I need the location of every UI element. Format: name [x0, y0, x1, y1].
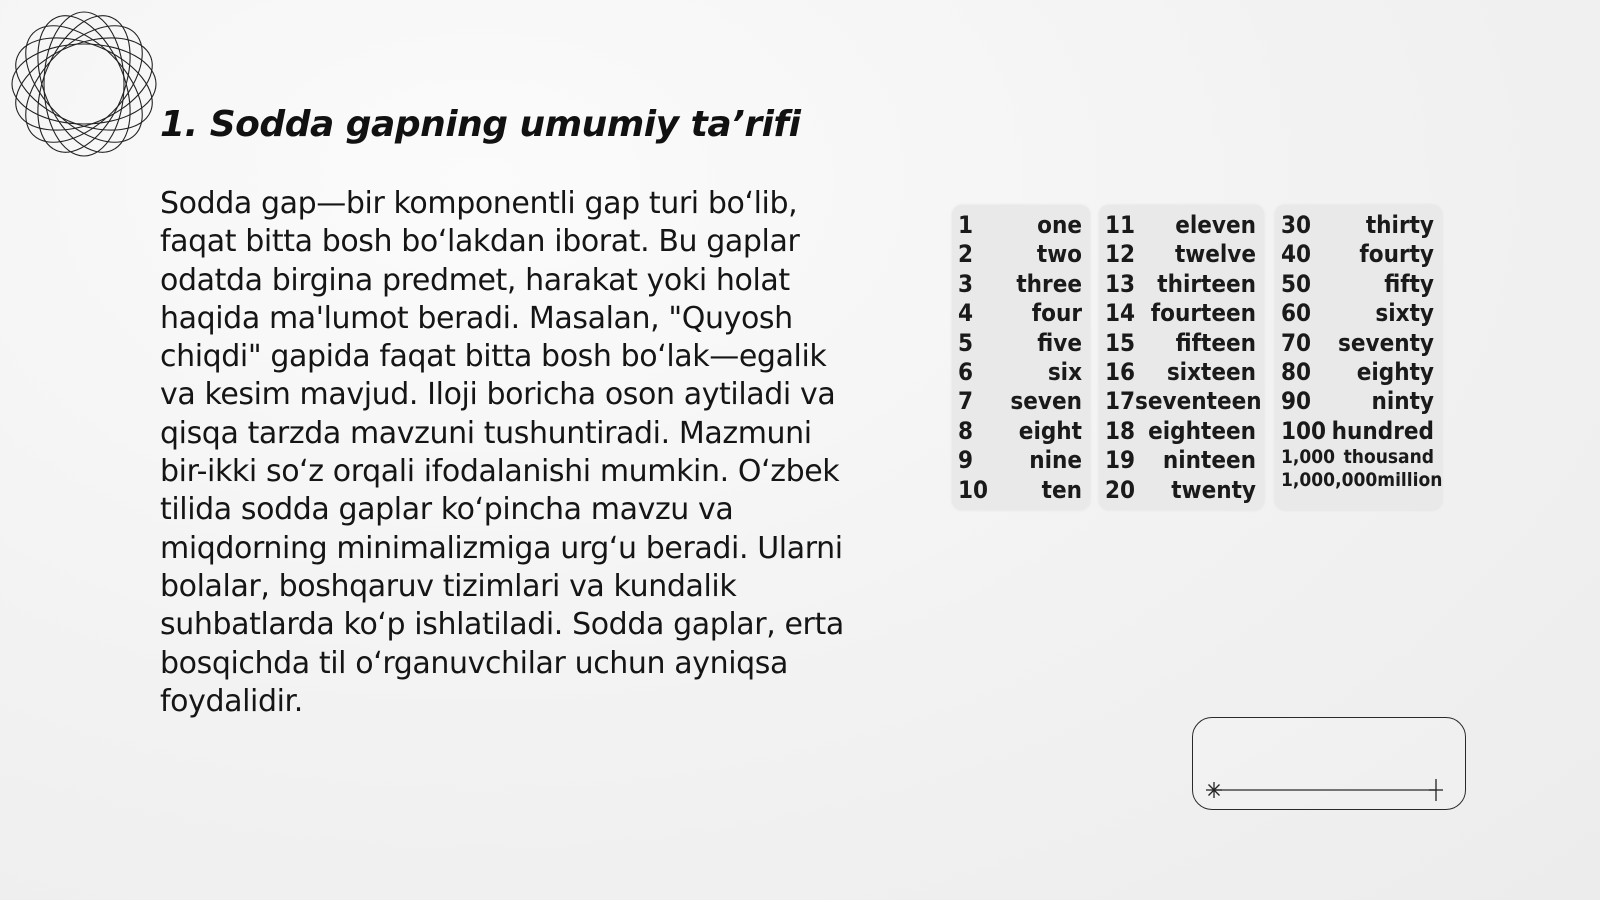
numeral: 19 — [1105, 446, 1136, 475]
numeral: 7 — [958, 387, 974, 416]
numeral: 90 — [1281, 387, 1312, 416]
number-column-1-10 — [952, 205, 1090, 510]
number-word: sixteen — [1166, 358, 1256, 386]
number-word: seven — [1010, 387, 1082, 416]
number-row — [1105, 240, 1256, 269]
number-column-11-20 — [1099, 205, 1264, 510]
number-row — [1281, 387, 1434, 416]
numeral: 17 — [1105, 387, 1136, 416]
number-word: thirty — [1365, 211, 1434, 239]
numeral: 14 — [1105, 299, 1136, 328]
rosette-decoration-icon — [10, 10, 158, 158]
number-row — [1281, 211, 1434, 240]
numeral: 40 — [1281, 240, 1312, 269]
number-word: two — [1036, 240, 1082, 269]
numeral: 5 — [958, 328, 974, 357]
number-word: twenty — [1171, 475, 1256, 504]
number-row — [1281, 358, 1434, 387]
number-row — [1105, 270, 1256, 299]
numeral: 70 — [1281, 328, 1312, 357]
numeral: 2 — [958, 240, 974, 269]
number-row — [1281, 446, 1434, 468]
number-row — [1281, 270, 1434, 299]
number-word: five — [1037, 328, 1082, 357]
number-word: thirteen — [1157, 269, 1256, 298]
decorative-line — [1204, 778, 1454, 802]
number-word: one — [1037, 211, 1082, 239]
number-row — [1281, 329, 1434, 358]
slide-title: 1. Sodda gapning umumiy ta’rifi — [160, 104, 801, 145]
number-row — [1105, 211, 1256, 240]
number-row — [1105, 387, 1262, 416]
number-row — [1105, 329, 1256, 358]
numeral: 4 — [958, 299, 974, 328]
number-word: ten — [1041, 475, 1082, 504]
number-word: nine — [1029, 446, 1082, 475]
number-row — [1105, 299, 1256, 328]
number-word: fifty — [1384, 269, 1434, 298]
sparkle-icon — [1206, 782, 1222, 798]
numeral: 16 — [1105, 358, 1136, 386]
numeral: 1,000,000 — [1281, 469, 1378, 492]
numeral: 60 — [1281, 299, 1312, 328]
number-word: fourty — [1359, 240, 1434, 269]
number-word: three — [1016, 269, 1082, 298]
number-column-30-million — [1275, 205, 1442, 510]
number-row — [958, 446, 1082, 475]
numeral: 18 — [1105, 416, 1136, 445]
number-row — [958, 270, 1082, 299]
numeral: 100 — [1281, 416, 1327, 445]
number-row — [958, 240, 1082, 269]
number-word: six — [1047, 358, 1082, 386]
number-row — [1105, 446, 1256, 475]
numeral: 9 — [958, 446, 974, 475]
numeral: 30 — [1281, 211, 1312, 239]
number-word: eighty — [1356, 358, 1434, 386]
number-word: hundred — [1331, 416, 1434, 445]
numeral: 80 — [1281, 358, 1312, 386]
numeral: 13 — [1105, 269, 1136, 298]
number-row — [958, 417, 1082, 446]
numeral: 1 — [958, 211, 974, 239]
number-row — [1281, 417, 1434, 446]
numeral: 3 — [958, 269, 974, 298]
number-word: four — [1031, 299, 1082, 328]
number-row — [958, 358, 1082, 387]
numeral: 8 — [958, 416, 974, 445]
number-word: fourteen — [1150, 299, 1256, 328]
numeral: 12 — [1105, 240, 1136, 269]
numeral: 50 — [1281, 269, 1312, 298]
number-row — [958, 476, 1082, 505]
number-word: sixty — [1375, 299, 1434, 328]
number-row — [1105, 476, 1256, 505]
number-row — [958, 387, 1082, 416]
number-word: ninteen — [1162, 446, 1256, 475]
number-word: million — [1377, 469, 1443, 492]
number-word: thousand — [1343, 446, 1434, 469]
number-row — [958, 329, 1082, 358]
number-word: fifteen — [1175, 328, 1256, 357]
number-row — [1105, 358, 1256, 387]
number-word: eleven — [1175, 211, 1256, 239]
number-row — [958, 211, 1082, 240]
number-word: ninty — [1371, 387, 1434, 416]
number-word: twelve — [1174, 240, 1256, 269]
number-row — [1281, 299, 1434, 328]
numeral: 6 — [958, 358, 974, 386]
numeral: 1,000 — [1281, 446, 1336, 469]
number-row — [1105, 417, 1256, 446]
numeral: 10 — [958, 475, 989, 504]
number-row — [1281, 469, 1443, 492]
number-row — [958, 299, 1082, 328]
numeral: 11 — [1105, 211, 1136, 239]
plus-star-icon — [1429, 779, 1443, 801]
number-word: seventeen — [1135, 387, 1262, 416]
number-word: eight — [1018, 416, 1082, 445]
numeral: 15 — [1105, 328, 1136, 357]
number-word: seventy — [1338, 328, 1434, 357]
number-row — [1281, 240, 1434, 269]
body-paragraph: Sodda gap—bir komponentli gap turi bo‘lib, faqat bitta bosh bo‘lakdan iborat. Bu gaplar odatda birgina predmet, harakat yoki holat haqida ma'lumot beradi. Masalan, "Quyosh chiqdi" gapida faqat bitta bosh bo‘lak—egalik va kesim mavjud. Iloji boricha oson aytiladi va qisqa tarzda mavzuni tushuntiradi. Mazmuni bir-ikki so‘z orqali ifodalanishi mumkin. O‘zbek tilida sodda gaplar ko‘pincha mavzu va miqdorning minimalizmiga urg‘u beradi. Ularni bolalar, boshqaruv tizimlari va kundalik suhbatlarda ko‘p ishlatiladi. Sodda gaplar, erta bosqichda til o‘rganuvchilar uchun ayniqsa foydalidir. — [160, 186, 844, 719]
number-word: eighteen — [1148, 416, 1256, 445]
numeral: 20 — [1105, 475, 1136, 504]
